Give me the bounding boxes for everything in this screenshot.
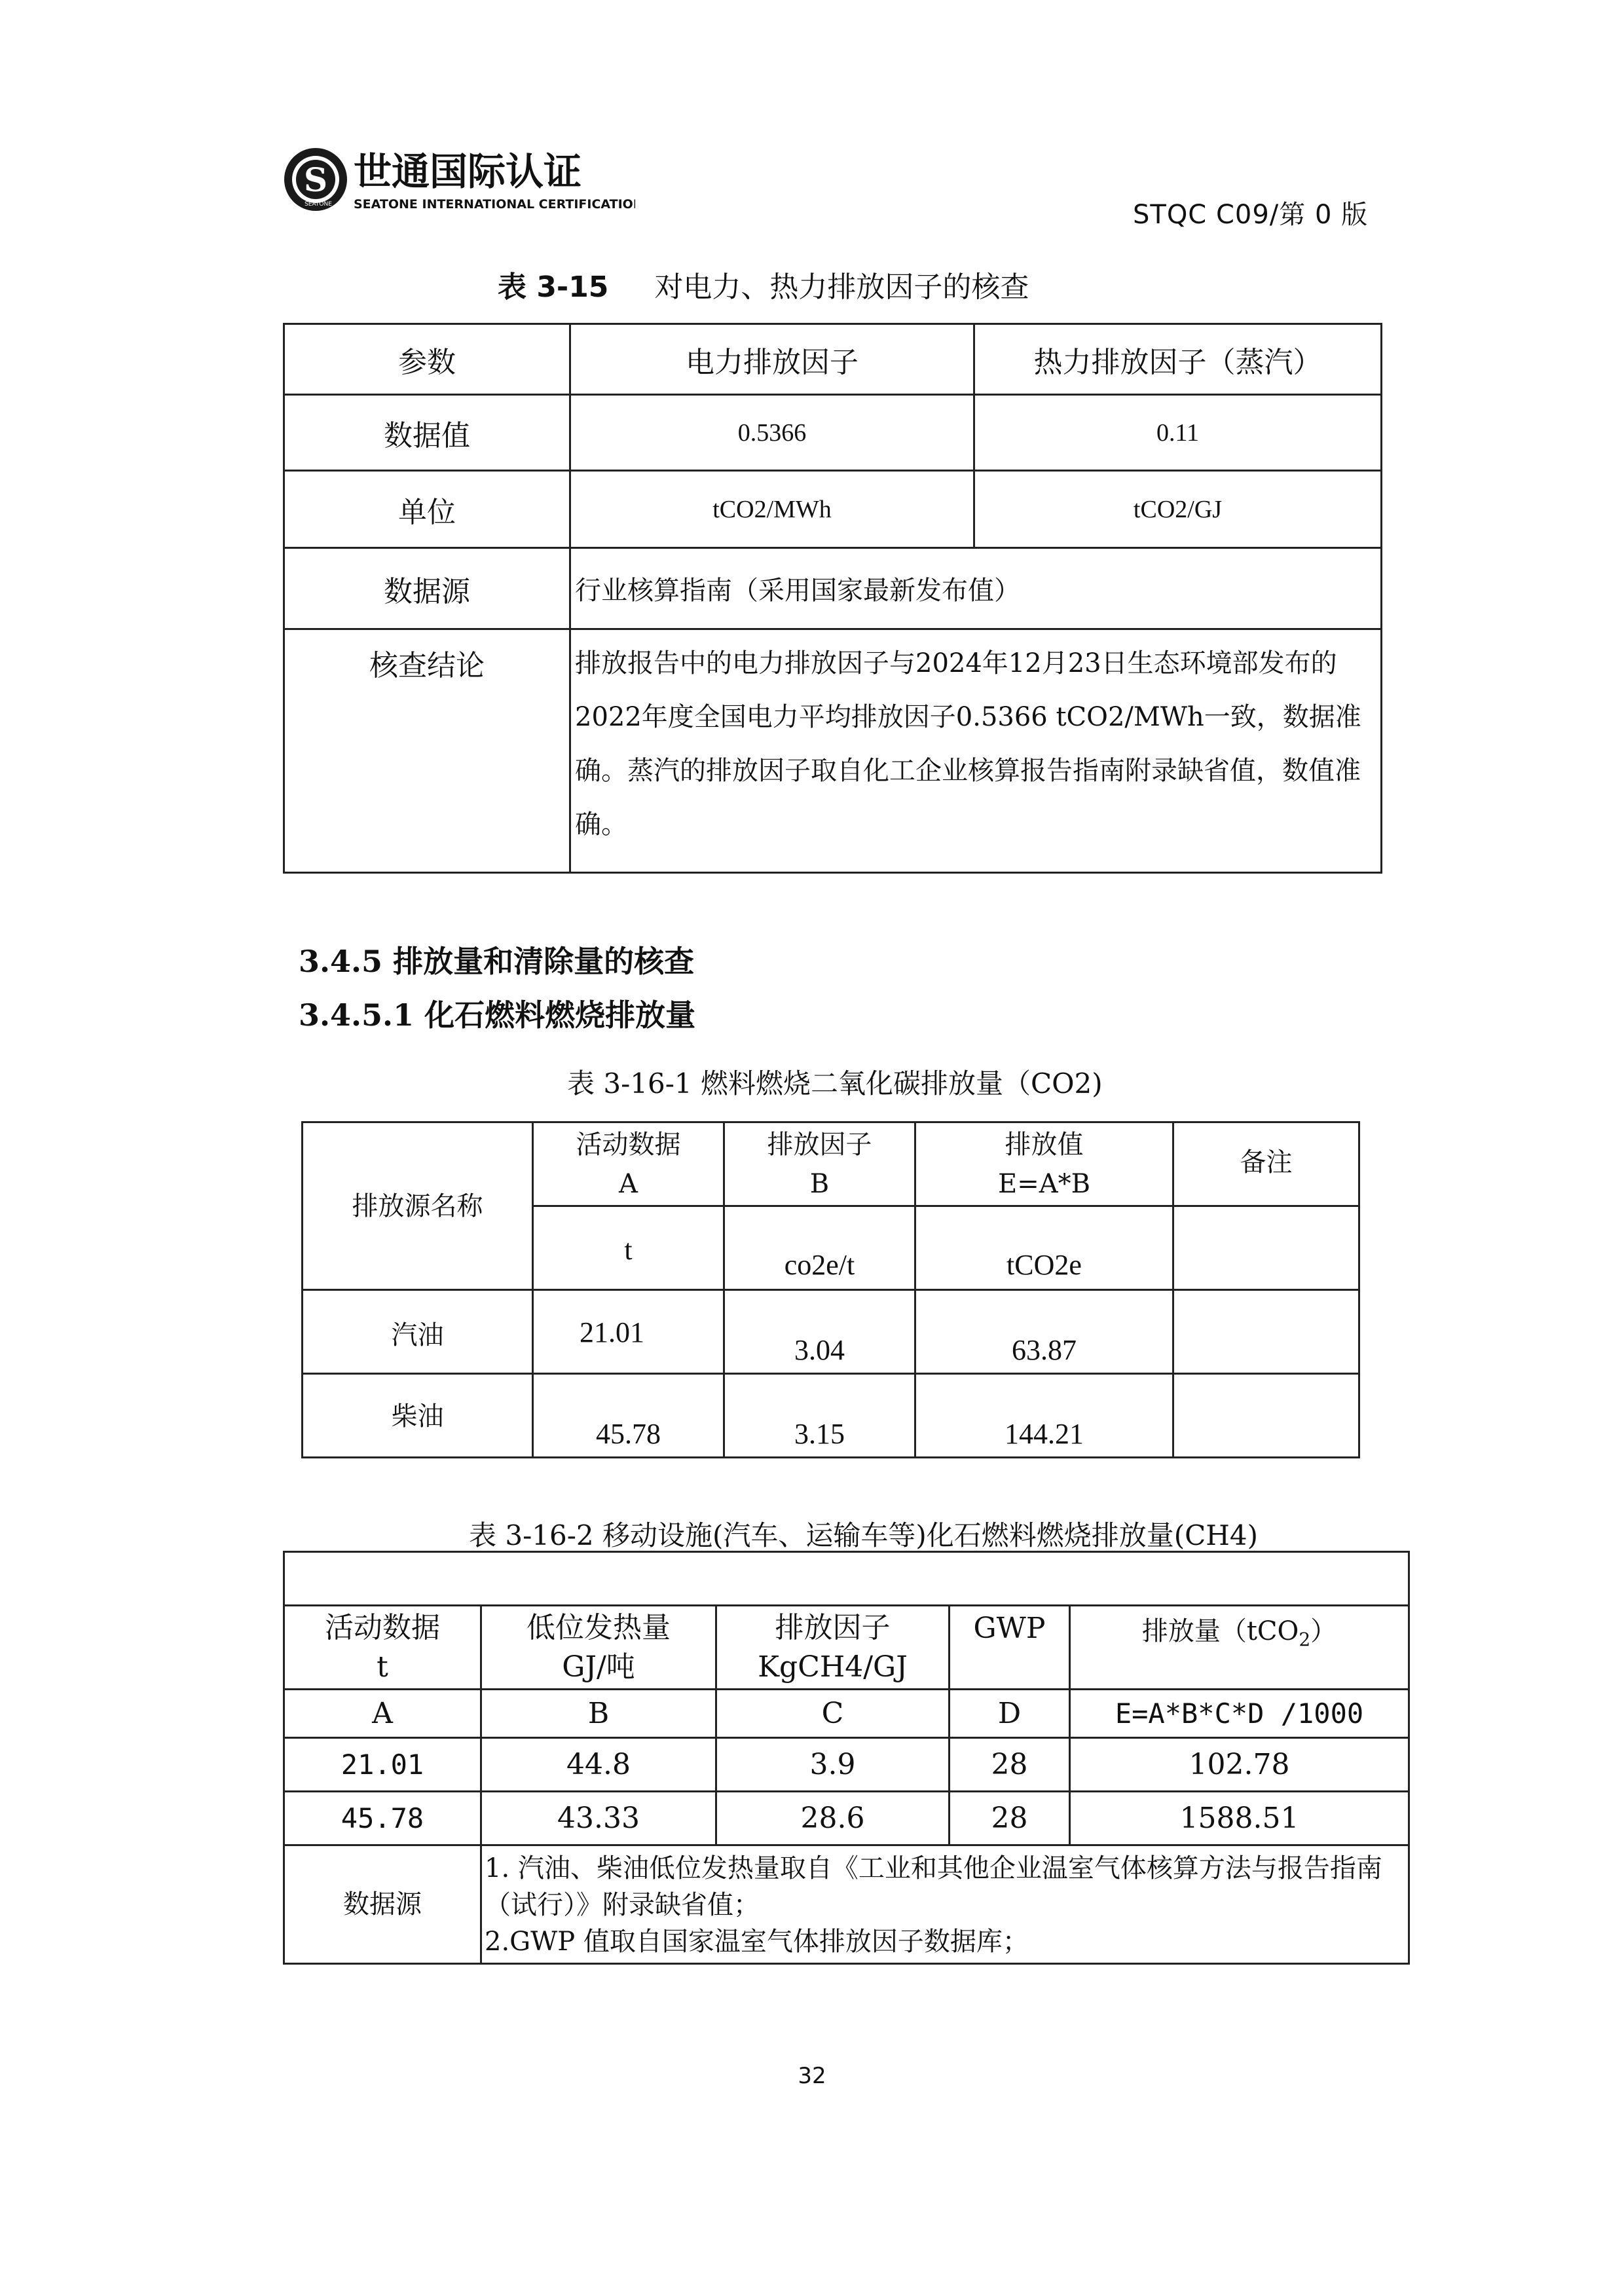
activity-label: 活动数据 — [576, 1129, 681, 1160]
caption-title: 对电力、热力排放因子的核查 — [654, 270, 1029, 304]
emission-formula: E=A*B*C*D /1000 — [1070, 1690, 1409, 1738]
table-3162-caption: 表 3-16-2 移动设施(汽车、运输车等)化石燃料燃烧排放量(CH4) — [469, 1519, 1258, 1551]
heat-factor-value: 0.11 — [974, 395, 1382, 471]
factor-label: 排放因子 — [775, 1610, 891, 1644]
row-gwp: 28 — [950, 1792, 1070, 1845]
row-factor: 3.9 — [716, 1738, 950, 1792]
caption-number: 表 3-15 — [498, 270, 609, 304]
row-activity: 21.01 — [284, 1738, 481, 1792]
header-emission-value — [915, 1122, 1173, 1206]
header-heat-factor: 热力排放因子（蒸汽） — [974, 324, 1382, 395]
row-emission: 1588.51 — [1070, 1792, 1409, 1845]
header-note: 备注 — [1173, 1122, 1359, 1206]
page-number: 32 — [798, 2063, 826, 2089]
row-note — [1173, 1374, 1359, 1458]
row-factor: 28.6 — [716, 1792, 950, 1845]
row-factor: 3.15 — [724, 1374, 915, 1458]
symbol-a: A — [284, 1690, 481, 1738]
power-factor-unit: tCO2/MWh — [570, 471, 974, 548]
row-activity: 45.78 — [284, 1792, 481, 1845]
header-power-factor: 电力排放因子 — [570, 324, 974, 395]
ncv-unit: GJ/吨 — [562, 1650, 635, 1684]
row-emission: 102.78 — [1070, 1738, 1409, 1792]
row-label-value: 数据值 — [284, 395, 570, 471]
activity-unit: t — [377, 1650, 388, 1684]
emission-label: 排放值 — [1005, 1129, 1084, 1160]
document-id: STQC C09/第 0 版 — [1133, 200, 1369, 230]
header-param: 参数 — [284, 324, 570, 395]
row-activity: 21.01 — [533, 1290, 724, 1374]
row-ncv: 44.8 — [481, 1738, 716, 1792]
source-note-2: 2.GWP 值取自国家温室气体排放因子数据库； — [485, 1927, 1029, 1957]
symbol-b: B — [481, 1690, 716, 1738]
row-emission: 144.21 — [915, 1374, 1173, 1458]
row-activity: 45.78 — [533, 1374, 724, 1458]
emission-formula: E=A*B — [998, 1168, 1090, 1199]
unit-factor: co2e/t — [724, 1206, 915, 1290]
factor-label: 排放因子 — [767, 1129, 872, 1160]
co2-emission-table — [301, 1121, 1360, 1458]
row-gwp: 28 — [950, 1738, 1070, 1792]
blank-header-row — [284, 1552, 1409, 1606]
factor-symbol: B — [809, 1168, 830, 1199]
data-source-notes — [481, 1845, 1409, 1964]
row-label-source: 数据源 — [284, 1845, 481, 1964]
logo-ring-text: SEATONE — [304, 201, 332, 208]
row-note — [1173, 1290, 1359, 1374]
row-ncv: 43.33 — [481, 1792, 716, 1845]
row-name: 柴油 — [303, 1374, 533, 1458]
ch4-emission-table — [283, 1551, 1410, 1965]
header-emission-factor — [716, 1606, 950, 1690]
verification-conclusion: 排放报告中的电力排放因子与2024年12月23日生态环境部发布的2022年度全国电力平均排放因子0.5366 tCO2/MWh一致，数据准确。蒸汽的排放因子取自化工企业核算报告指南附录缺省值，数值准确。 — [570, 629, 1382, 873]
source-note-1: 1. 汽油、柴油低位发热量取自《工业和其他企业温室气体核算方法与报告指南（试行）》附录缺省值； — [485, 1853, 1382, 1920]
header-ncv — [481, 1606, 716, 1690]
unit-note — [1173, 1206, 1359, 1290]
unit-emission: tCO2e — [915, 1206, 1173, 1290]
ncv-label: 低位发热量 — [526, 1610, 671, 1644]
header-gwp: GWP — [950, 1606, 1070, 1690]
table-315-caption — [498, 263, 1029, 305]
power-factor-value: 0.5366 — [570, 395, 974, 471]
symbol-c: C — [716, 1690, 950, 1738]
row-label-source: 数据源 — [284, 548, 570, 629]
row-factor: 3.04 — [724, 1290, 915, 1374]
header-emission-factor — [724, 1122, 915, 1206]
header-source-name: 排放源名称 — [303, 1122, 533, 1290]
logo-text-en: SEATONE INTERNATIONAL CERTIFICATION — [354, 197, 635, 212]
header-activity-data — [533, 1122, 724, 1206]
svg-text:S: S — [303, 160, 328, 199]
header-emission — [1070, 1606, 1409, 1690]
section-heading-345: 3.4.5 排放量和清除量的核查 — [299, 944, 695, 979]
factor-unit: KgCH4/GJ — [758, 1650, 908, 1684]
row-emission: 63.87 — [915, 1290, 1173, 1374]
table-row — [303, 1290, 1359, 1374]
table-row — [284, 1792, 1409, 1845]
emission-label: 排放量（tCO — [1141, 1616, 1299, 1646]
table-row — [284, 1738, 1409, 1792]
section-heading-3451: 3.4.5.1 化石燃料燃烧排放量 — [299, 997, 696, 1033]
seatone-logo — [282, 145, 635, 217]
emission-factor-check-table — [283, 323, 1382, 874]
table-row — [303, 1374, 1359, 1458]
emission-subscript: 2 — [1299, 1629, 1311, 1650]
unit-activity: t — [533, 1206, 724, 1290]
header-activity-data — [284, 1606, 481, 1690]
activity-label: 活动数据 — [325, 1610, 440, 1644]
row-label-unit: 单位 — [284, 471, 570, 548]
data-source: 行业核算指南（采用国家最新发布值） — [570, 548, 1382, 629]
heat-factor-unit: tCO2/GJ — [974, 471, 1382, 548]
activity-symbol: A — [619, 1168, 638, 1199]
emission-label-end: ） — [1310, 1616, 1337, 1646]
table-3161-caption: 表 3-16-1 燃料燃烧二氧化碳排放量（CO2) — [567, 1067, 1103, 1100]
row-name: 汽油 — [303, 1290, 533, 1374]
row-label-conclusion: 核查结论 — [284, 629, 570, 873]
symbol-d: D — [950, 1690, 1070, 1738]
logo-text-cn: 世通国际认证 — [354, 149, 582, 194]
